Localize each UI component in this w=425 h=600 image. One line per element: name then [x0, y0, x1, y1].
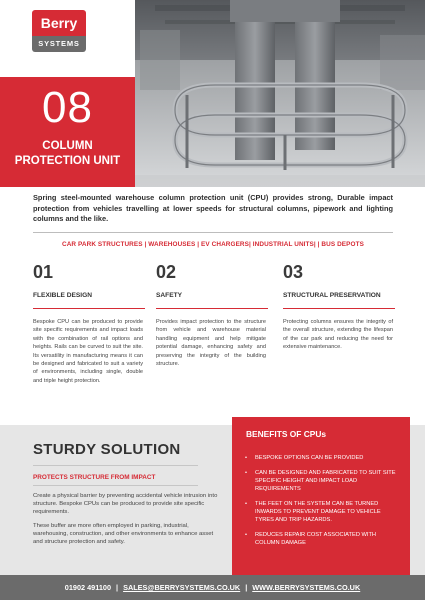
benefit-text: BESPOKE OPTIONS CAN BE PROVIDED: [255, 455, 364, 461]
feature-column-1: [33, 262, 145, 384]
product-number: 08: [42, 83, 93, 132]
benefit-text: REDUCES REPAIR COST ASSOCIATED WITH COLUMN DAMAGE: [255, 531, 377, 547]
bullet-icon: •: [245, 469, 247, 476]
logo-subtitle: SYSTEMS: [32, 36, 86, 52]
feature-number: 02: [156, 262, 177, 282]
benefit-text: CAN BE DESIGNED AND FABRICATED TO SUIT SITE SPECIFIC HEIGHT AND IMPACT LOAD REQUIREMENTS: [255, 469, 396, 493]
intro-divider: [33, 232, 393, 233]
benefits-panel: [232, 417, 410, 575]
berry-systems-logo[interactable]: [32, 10, 86, 52]
bullet-icon: •: [245, 455, 247, 461]
footer-separator: |: [116, 583, 119, 592]
feature-heading: STRUCTURAL PRESERVATION: [283, 292, 381, 299]
sturdy-divider: [33, 465, 198, 466]
product-title-line-2: PROTECTION UNIT: [14, 155, 121, 167]
feature-rule: [283, 308, 395, 309]
feature-heading: FLEXIBLE DESIGN: [33, 292, 92, 299]
benefits-list: [245, 454, 400, 554]
column-protection-photo-illustration: [135, 0, 425, 187]
sturdy-title: STURDY SOLUTION: [33, 441, 181, 458]
hero-photo: [135, 0, 425, 187]
benefit-text: THE FEET ON THE SYSTEM CAN BE TURNED INWARDS TO PREVENT DAMAGE TO VEHICLE TYRES AND TRIP HAZARDS.: [255, 500, 381, 524]
feature-column-2: [156, 262, 268, 368]
sturdy-paragraph-1: Create a physical barrier by preventing accidental vehicle intrusion into structure. Bespoke CPUs can be produced to provide site specific requirements.: [33, 493, 218, 516]
benefit-item: [245, 500, 400, 525]
feature-body: Bespoke CPU can be produced to provide site specific requirements and impact loads with the combination of rail options and heights. Rails can be curved to suit the site. Its versatility in manufacturing means it can be designed and fabricated to suit a variety of environments, including single, double and triple height protection.: [33, 319, 143, 384]
feature-heading: SAFETY: [156, 292, 183, 299]
feature-body: Provides impact protection to the structure from vehicle and warehouse material handling equipment and help mitigate potential damage, enhancing safety and preserving the integrity of the building structure.: [156, 319, 266, 368]
feature-column-3: [283, 262, 395, 351]
footer-bar: [0, 575, 425, 600]
footer-phone[interactable]: 01902 491100: [64, 583, 112, 592]
footer-email-link[interactable]: SALES@BERRYSYSTEMS.CO.UK: [123, 583, 241, 592]
footer-website-link[interactable]: WWW.BERRYSYSTEMS.CO.UK: [252, 583, 361, 592]
sectors-list: CAR PARK STRUCTURES | WAREHOUSES | EV CHARGERS| INDUSTRIAL UNITS| | BUS DEPOTS: [62, 241, 364, 248]
feature-number: 03: [283, 262, 304, 282]
bullet-icon: •: [245, 531, 247, 538]
feature-rule: [156, 308, 268, 309]
product-title: [0, 139, 135, 169]
feature-number: 01: [33, 262, 54, 282]
logo-wordmark: Berry: [32, 10, 86, 36]
sturdy-subtitle: PROTECTS STRUCTURE FROM IMPACT: [33, 474, 156, 481]
sturdy-paragraph-2: These buffer are more often employed in parking, industrial, warehousing, construction, and other environments to enhance asset and structure protection and safety.: [33, 523, 214, 546]
benefits-title: BENEFITS OF CPUs: [246, 429, 327, 439]
benefit-item: [245, 454, 400, 462]
intro-paragraph: Spring steel-mounted warehouse column protection unit (CPU) provides strong, Durable impact protection from vehicles travelling at lower speeds for structural columns, pipework and lighting columns and the like.: [33, 193, 393, 223]
sturdy-divider-2: [33, 485, 198, 486]
feature-rule: [33, 308, 145, 309]
footer-separator: |: [245, 583, 248, 592]
product-title-line-1: COLUMN: [42, 140, 93, 152]
bullet-icon: •: [245, 500, 247, 507]
benefit-item: [245, 469, 400, 494]
benefit-item: [245, 531, 400, 547]
feature-body: Protecting columns ensures the integrity of the overall structure, extending the lifespan of the car park and reducing the need for extensive maintenance.: [283, 319, 393, 351]
